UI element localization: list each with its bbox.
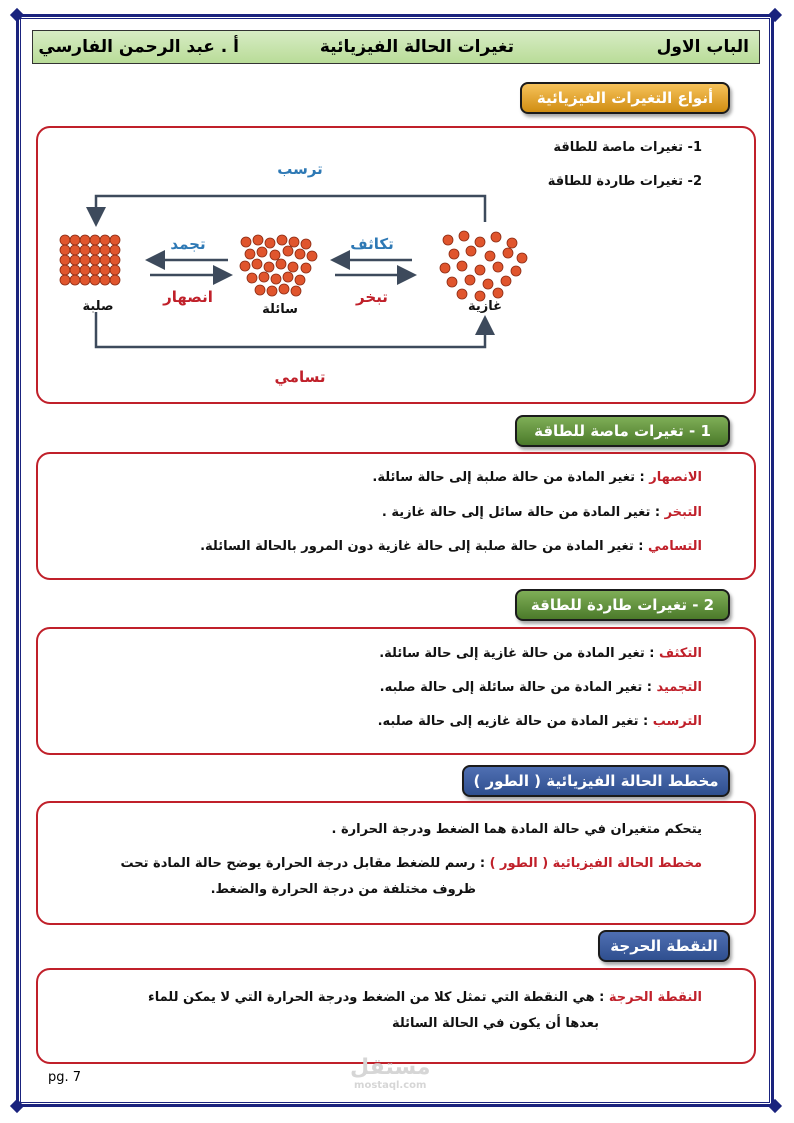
states-of-matter-diagram (50, 150, 550, 395)
particle (277, 235, 287, 245)
evaporate-label: تبخر (356, 288, 388, 306)
particle (110, 245, 120, 255)
particle (253, 235, 263, 245)
sublimation-label: تسامي (274, 368, 326, 386)
particle (271, 274, 281, 284)
freeze-label: تجمد (170, 235, 206, 253)
def-deposition: : تغير المادة من حالة غازيه إلى حالة صلبه. (377, 714, 653, 729)
critical-definition-line2: بعدها أن يكون في الحالة السائلة (391, 1016, 599, 1031)
deposition-label: ترسب (277, 160, 323, 178)
particle (440, 263, 450, 273)
particle (264, 262, 274, 272)
particle (289, 237, 299, 247)
particle (283, 272, 293, 282)
particle (257, 247, 267, 257)
term-freezing: التجميد (656, 680, 702, 695)
particle (507, 238, 517, 248)
types-item-2: 2- تغيرات طاردة للطاقة (547, 174, 702, 189)
endo-row-melting (372, 470, 702, 485)
term-melting: الانصهار (649, 470, 702, 485)
particle (60, 275, 70, 285)
particle (247, 273, 257, 283)
phase-def-part1: : رسم للضغط مقابل درجة الحرارة يوضح حالة المادة تحت (120, 856, 490, 871)
particle (475, 265, 485, 275)
particle (301, 239, 311, 249)
watermark-url: mostaql.com (354, 1080, 427, 1091)
endo-row-evaporation (382, 505, 702, 520)
particle (60, 265, 70, 275)
particle (295, 249, 305, 259)
particle (475, 237, 485, 247)
particle (457, 289, 467, 299)
particle (70, 235, 80, 245)
particle (279, 284, 289, 294)
particle (503, 248, 513, 258)
particle (301, 263, 311, 273)
particle (100, 235, 110, 245)
def-freezing: : تغير المادة من حالة سائلة إلى حالة صلبه. (379, 680, 657, 695)
particle (80, 235, 90, 245)
page-number: pg. 7 (48, 1070, 82, 1085)
particle (100, 255, 110, 265)
term-sublimation: التسامي (648, 539, 702, 554)
gas-particles (440, 231, 527, 301)
particle (70, 245, 80, 255)
term-evaporation: التبخر (664, 505, 702, 520)
particle (110, 255, 120, 265)
chapter-title: الباب الاول (656, 37, 749, 57)
exo-row-deposition (378, 714, 702, 729)
particle (240, 261, 250, 271)
particle (270, 250, 280, 260)
particle (70, 265, 80, 275)
particle (493, 288, 503, 298)
term-deposition: الترسب (652, 714, 702, 729)
exo-row-freezing (380, 680, 702, 695)
particle (60, 245, 70, 255)
particle (485, 251, 495, 261)
particle (241, 237, 251, 247)
def-melting: : تغير المادة من حالة صلبة إلى حالة سائلة. (372, 470, 650, 485)
particle (491, 232, 501, 242)
section-title-endothermic: 1 - تغيرات ماصة للطاقة (515, 415, 730, 447)
particle (288, 262, 298, 272)
lesson-title: تغيرات الحالة الفيزيائية (319, 37, 514, 57)
section-title-exothermic: 2 - تغيرات طاردة للطاقة (515, 589, 730, 621)
particle (100, 245, 110, 255)
watermark (350, 1055, 430, 1091)
particle (449, 249, 459, 259)
particle (100, 275, 110, 285)
particle (443, 235, 453, 245)
melt-label: انصهار (163, 288, 213, 306)
deposition-arrow (96, 196, 485, 222)
particle (447, 277, 457, 287)
particle (80, 275, 90, 285)
particle (90, 275, 100, 285)
particle (110, 275, 120, 285)
solid-particles (60, 235, 120, 285)
sublimation-arrow (96, 312, 485, 347)
term-condensation: التكثف (659, 646, 702, 661)
exo-row-condensation (379, 646, 702, 661)
particle (466, 246, 476, 256)
author-name: أ . عبد الرحمن الفارسي (38, 37, 239, 57)
liquid-particles (240, 235, 317, 296)
particle (90, 265, 100, 275)
particle (307, 251, 317, 261)
particle (493, 262, 503, 272)
particle (110, 235, 120, 245)
section-title-phase-diagram: مخطط الحالة الفيزيائية ( الطور ) (462, 765, 730, 797)
particle (80, 245, 90, 255)
phase-definition-line1 (121, 856, 702, 871)
critical-def-part1: : هي النقطة التي تمثل كلا من الضغط ودرجة الحرارة التي لا يمكن للماء (148, 990, 609, 1005)
phase-intro: يتحكم متغيران في حالة المادة هما الضغط ودرجة الحرارة . (331, 822, 702, 837)
particle (90, 255, 100, 265)
particle (255, 285, 265, 295)
particle (265, 238, 275, 248)
solid-label: صلبة (82, 299, 114, 314)
particle (259, 272, 269, 282)
particle (90, 235, 100, 245)
watermark-logo: مستقل (350, 1055, 431, 1080)
particle (60, 255, 70, 265)
section-title-types: أنواع التغيرات الفيزيائية (520, 82, 730, 114)
particle (291, 286, 301, 296)
endo-row-sublimation (200, 539, 702, 554)
particle (80, 265, 90, 275)
liquid-label: سائلة (262, 302, 298, 317)
page-header (32, 30, 760, 64)
particle (276, 259, 286, 269)
critical-definition-line1 (148, 990, 702, 1005)
phase-definition-line2: ظروف مختلفة من درجة الحرارة والضغط. (210, 882, 476, 897)
particle (483, 279, 493, 289)
particle (459, 231, 469, 241)
particle (252, 259, 262, 269)
particle (100, 265, 110, 275)
particle (80, 255, 90, 265)
particle (283, 246, 293, 256)
particle (511, 266, 521, 276)
particle (90, 245, 100, 255)
particle (110, 265, 120, 275)
particle (517, 253, 527, 263)
def-sublimation: : تغير المادة من حالة صلبة إلى حالة غازية دون المرور بالحالة السائلة. (200, 539, 649, 554)
def-evaporation: : تغير المادة من حالة سائل إلى حالة غازية . (381, 505, 665, 520)
particle (70, 255, 80, 265)
types-item-1: 1- تغيرات ماصة للطاقة (553, 140, 702, 155)
particle (60, 235, 70, 245)
section-title-critical-point: النقطة الحرجة (598, 930, 730, 962)
particle (457, 261, 467, 271)
term-critical-point: النقطة الحرجة (608, 990, 702, 1005)
particle (70, 275, 80, 285)
term-phase-diagram: مخطط الحالة الفيزيائية ( الطور ) (489, 856, 702, 871)
particle (501, 276, 511, 286)
def-condensation: : تغير المادة من حالة غازية إلى حالة سائلة. (379, 646, 659, 661)
gas-label: غازية (467, 299, 503, 314)
particle (245, 249, 255, 259)
particle (267, 286, 277, 296)
particle (465, 275, 475, 285)
particle (295, 275, 305, 285)
condense-label: تكاثف (350, 235, 394, 253)
